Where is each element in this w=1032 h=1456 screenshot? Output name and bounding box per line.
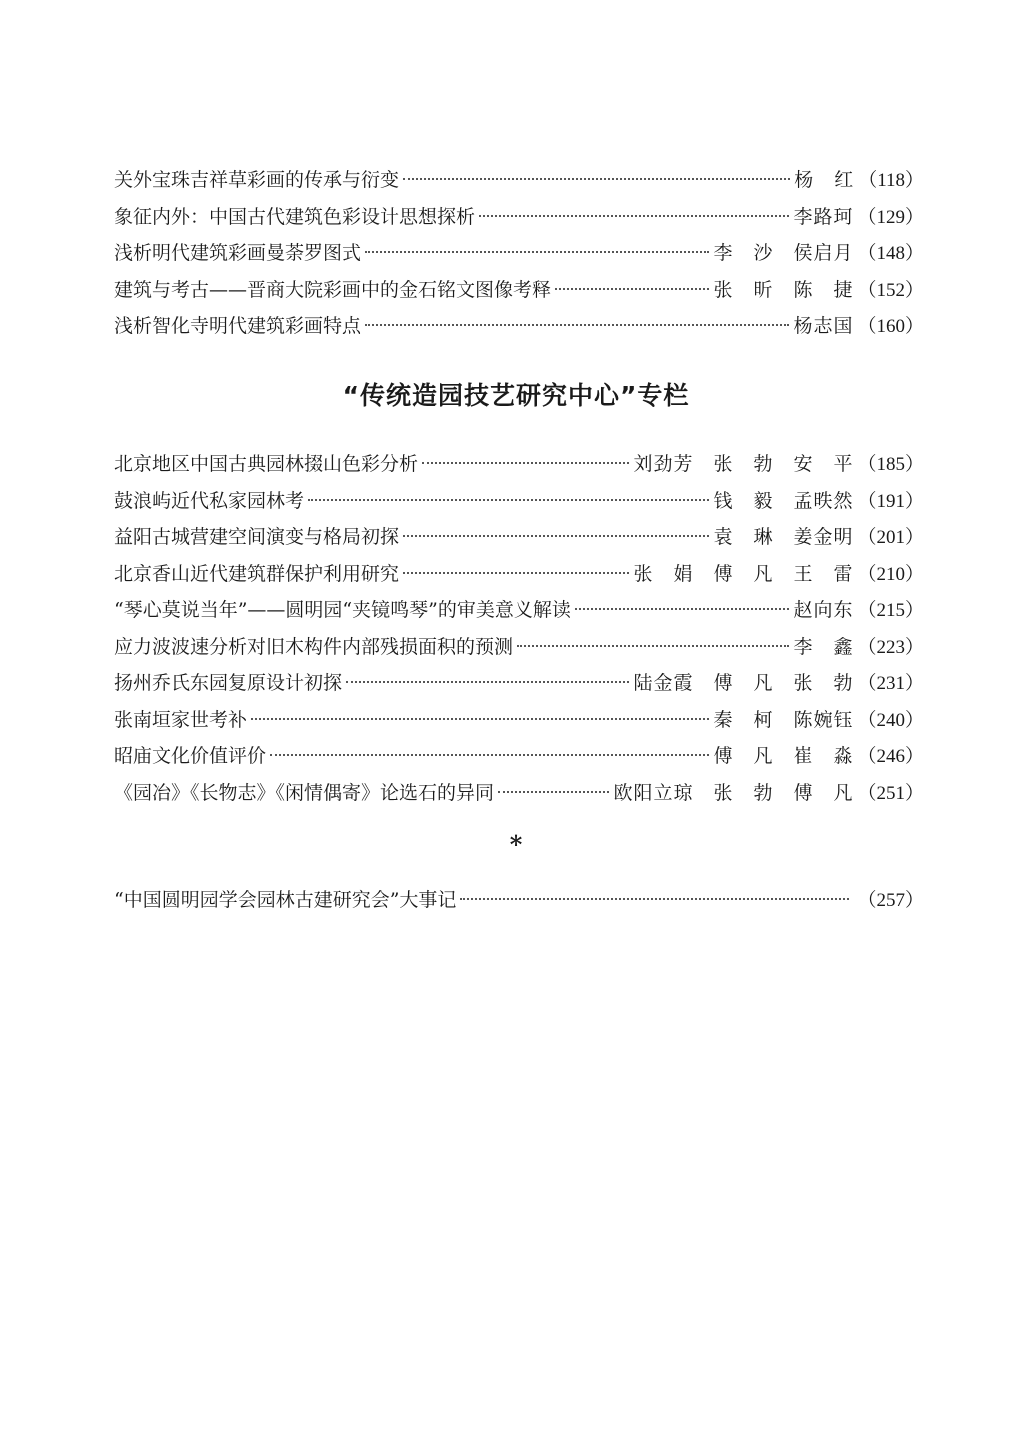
entry-authors: 欧阳立琼 张 勃 傅 凡	[613, 781, 854, 804]
entry-page-number: （210）	[857, 563, 924, 585]
toc-entry	[114, 308, 924, 345]
dot-leader	[498, 791, 609, 793]
entry-authors: 袁 琳 姜金明	[713, 526, 854, 548]
entry-page-number: （257）	[857, 890, 924, 911]
entry-title: 鼓浪屿近代私家园林考	[114, 489, 305, 512]
dot-leader	[555, 288, 709, 290]
entry-authors: 刘劲芳 张 勃 安 平	[633, 453, 854, 475]
entry-title: 扬州乔氏东园复原设计初探	[114, 672, 343, 694]
entry-title: 北京地区中国古典园林掇山色彩分析	[114, 453, 419, 475]
entry-title: 象征内外：中国古代建筑色彩设计思想探析	[114, 205, 476, 228]
dot-leader	[346, 681, 629, 683]
entry-title: 昭庙文化价值评价	[114, 745, 267, 767]
entry-page-number: （240）	[857, 709, 924, 731]
entry-authors: 张 娟 傅 凡 王 雷	[633, 562, 854, 585]
entry-page-number: （160）	[857, 316, 924, 337]
toc-entry	[114, 882, 924, 919]
entry-title: 浅析智化寺明代建筑彩画特点	[114, 315, 362, 337]
dot-leader	[308, 499, 709, 501]
entry-title: 张南垣家世考补	[114, 708, 248, 731]
entry-title: 浅析明代建筑彩画曼荼罗图式	[114, 242, 362, 264]
entry-title: 北京香山近代建筑群保护利用研究	[114, 562, 400, 585]
entry-authors: 李 鑫	[793, 635, 854, 658]
dot-leader	[460, 898, 849, 900]
dot-leader	[575, 608, 790, 610]
entry-page-number: （231）	[857, 673, 924, 694]
entry-authors: 赵向东	[793, 599, 854, 621]
entry-title: “琴心莫说当年”——圆明园“夹镜鸣琴”的审美意义解读	[114, 599, 571, 621]
toc-top-list	[114, 162, 924, 345]
toc-entry	[114, 629, 924, 666]
dot-leader	[365, 324, 789, 326]
toc-entry	[114, 162, 924, 199]
entry-page-number: （246）	[857, 746, 924, 767]
toc-entry	[114, 519, 924, 556]
entry-authors: 杨志国	[793, 315, 854, 337]
toc-entry	[114, 665, 924, 702]
dot-leader	[365, 251, 709, 253]
entry-page-number: （201）	[857, 527, 924, 548]
entry-authors: 李路珂	[793, 205, 854, 228]
toc-entry	[114, 738, 924, 775]
entry-page-number: （118）	[858, 170, 924, 191]
entry-title: 应力波波速分析对旧木构件内部残损面积的预测	[114, 635, 514, 658]
entry-authors: 李 沙 侯启月	[713, 242, 854, 264]
toc-bottom-list	[114, 882, 924, 919]
entry-authors: 秦 柯 陈婉钰	[713, 708, 854, 731]
entry-page-number: （251）	[857, 782, 924, 804]
entry-page-number: （129）	[857, 206, 924, 228]
dot-leader	[403, 572, 629, 574]
toc-entry	[114, 272, 924, 309]
entry-page-number: （152）	[857, 279, 924, 301]
entry-page-number: （191）	[857, 490, 924, 512]
entry-title: “中国圆明园学会园林古建研究会”大事记	[114, 889, 457, 911]
entry-authors: 张 昕 陈 捷	[713, 278, 854, 301]
dot-leader	[422, 462, 629, 464]
dot-leader	[517, 645, 789, 647]
entry-page-number: （215）	[857, 600, 924, 621]
entry-authors: 杨 红	[794, 169, 855, 191]
dot-leader	[403, 178, 790, 180]
separator-star: *	[509, 830, 523, 859]
section-title: “传统造园技艺研究中心”专栏	[342, 381, 690, 410]
toc-entry	[114, 775, 924, 812]
dot-leader	[251, 718, 709, 720]
toc-entry	[114, 235, 924, 272]
toc-entry	[114, 556, 924, 593]
dot-leader	[270, 754, 709, 756]
entry-title: 关外宝珠吉祥草彩画的传承与衍变	[114, 169, 400, 191]
entry-authors: 傅 凡 崔 淼	[713, 745, 854, 767]
entry-authors: 钱 毅 孟昳然	[713, 489, 854, 512]
toc-entry	[114, 702, 924, 739]
toc-entry	[114, 446, 924, 483]
toc-section-list	[114, 446, 924, 811]
entry-page-number: （223）	[857, 636, 924, 658]
toc-entry	[114, 483, 924, 520]
dot-leader	[479, 215, 789, 217]
entry-page-number: （185）	[857, 454, 924, 475]
entry-title: 建筑与考古——晋商大院彩画中的金石铭文图像考释	[114, 278, 552, 301]
entry-page-number: （148）	[857, 243, 924, 264]
dot-leader	[403, 535, 709, 537]
toc-entry	[114, 592, 924, 629]
entry-authors: 陆金霞 傅 凡 张 勃	[633, 672, 854, 694]
toc-entry	[114, 199, 924, 236]
entry-title: 《园冶》《长物志》《闲情偶寄》论选石的异同	[114, 781, 495, 804]
entry-title: 益阳古城营建空间演变与格局初探	[114, 526, 400, 548]
